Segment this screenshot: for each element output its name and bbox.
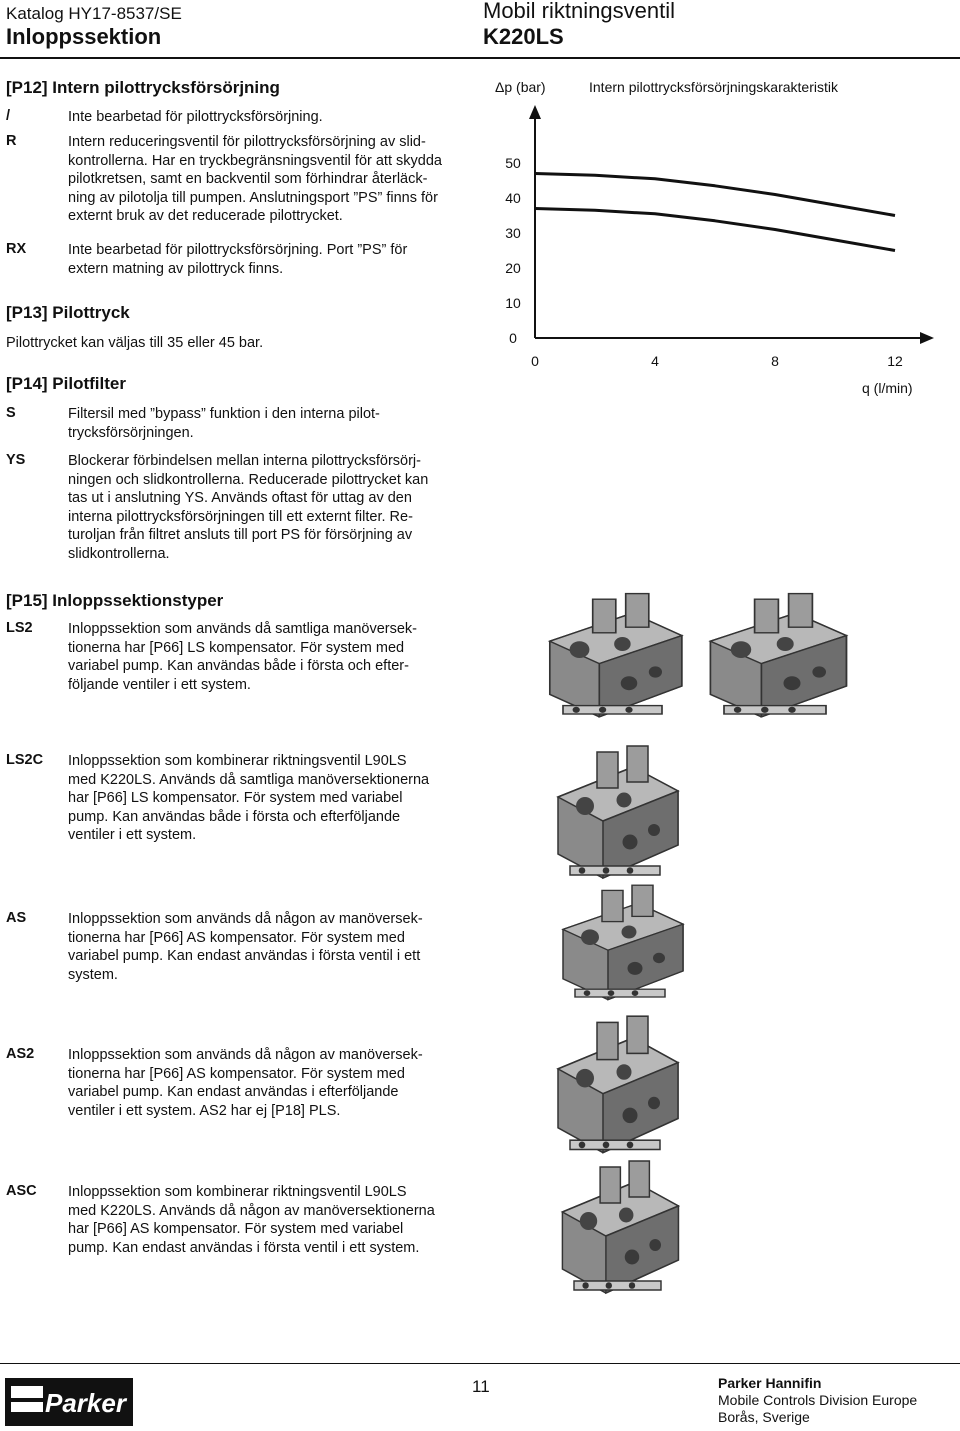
svg-text:Parker: Parker — [45, 1388, 126, 1418]
chart-xlabel: q (l/min) — [862, 380, 913, 396]
row-text-line: interna pilottrycksförsörjningen till ett externt filter. Re- — [68, 508, 413, 525]
row-text-line: Inte bearbetad för pilottrycksförsörjning. Port ”PS” för — [68, 242, 408, 258]
row-code: AS — [6, 910, 27, 926]
valve-image — [545, 1155, 690, 1305]
row-text-line: Blockerar förbindelsen mellan interna pilottrycksförsörj- — [68, 453, 421, 469]
parker-logo — [5, 1378, 133, 1426]
footer-rule — [0, 1363, 960, 1364]
row-text-line: variabel pump. Kan endast användas i första ventil i ett — [68, 948, 421, 964]
row-text-line: har [P66] AS kompensator. För system med variabel — [68, 1221, 404, 1237]
p12-title: [P12] Intern pilottrycksförsörjning — [6, 78, 280, 97]
row-text-line: Inloppssektion som används då någon av manöversek- — [68, 1047, 423, 1063]
row-text-line: kontrollerna. Har en tryckbegränsningsventil för att skydda — [68, 152, 442, 169]
y-tick-label: 0 — [509, 330, 517, 346]
row-code: / — [6, 108, 11, 124]
section-title: Inloppssektion — [6, 24, 162, 49]
row-text-line: externt bruk av det reducerade pilottrycket. — [68, 208, 343, 224]
row-text-line: tas ut i anslutning YS. Används oftast för uttag av den — [68, 490, 412, 506]
row-text-line: ningen och slidkontrollerna. Reducerade pilottrycket kan — [68, 471, 429, 488]
row-text-line: Intern reduceringsventil för pilottrycksförsörjning av slid- — [68, 134, 426, 150]
x-tick-label: 12 — [887, 353, 903, 369]
model-name: K220LS — [483, 24, 564, 49]
row-code: AS2 — [6, 1046, 35, 1062]
row-code: R — [6, 133, 17, 149]
row-text-line: Inloppssektion som kombinerar riktningsventil L90LS — [68, 1184, 407, 1200]
parker-logo-mark — [5, 1378, 133, 1426]
row-text-line: variabel pump. Kan användas både i första och efter- — [68, 658, 409, 674]
row-text-line: ning av pilotolja till pumpen. Anslutningsport ”PS” finns för — [68, 189, 438, 206]
p13-text: Pilottrycket kan väljas till 35 eller 45 bar. — [6, 335, 264, 351]
header-rule — [0, 57, 960, 59]
row-code: LS2C — [6, 752, 44, 768]
row-text-line: turoljan från filtret ansluts till port PS för försörjning av — [68, 527, 413, 543]
row-text-line: ventiler i ett system. — [68, 827, 197, 843]
row-text-line: tionerna har [P66] AS kompensator. För system med — [68, 1065, 405, 1082]
row-text-line: slidkontrollerna. — [68, 545, 170, 562]
series-line-2 — [535, 209, 895, 251]
p14-title: [P14] Pilotfilter — [6, 374, 126, 393]
row-text-line: variabel pump. Kan endast användas i efterföljande — [68, 1084, 399, 1100]
row-text-line: system. — [68, 966, 118, 983]
y-tick-label: 50 — [505, 155, 521, 171]
y-tick-label: 40 — [505, 190, 521, 206]
row-text-line: Inte bearbetad för pilottrycksförsörjning. — [68, 109, 323, 125]
row-text-line: pump. Kan endast användas i första ventil i ett system. — [68, 1239, 420, 1256]
catalog-number: Katalog HY17-8537/SE — [6, 4, 182, 23]
row-text-line: extern matning av pilottryck finns. — [68, 260, 284, 277]
valve-image — [545, 880, 695, 1010]
p15-title: [P15] Inloppssektionstyper — [6, 591, 224, 610]
y-tick-label: 30 — [505, 225, 521, 241]
pilot-pressure-chart — [480, 95, 950, 375]
y-axis-arrow — [529, 105, 541, 119]
p13-title: [P13] Pilottryck — [6, 303, 130, 322]
valve-image — [690, 588, 860, 728]
division-name: Mobile Controls Division Europe — [718, 1392, 918, 1408]
chart-ylabel: Δp (bar) — [495, 79, 546, 95]
row-code: YS — [6, 452, 26, 468]
x-tick-label: 0 — [531, 353, 539, 369]
row-text-line: med K220LS. Används då någon av manöversektionerna — [68, 1202, 435, 1219]
row-text-line: Filtersil med ”bypass” funktion i den interna pilot- — [68, 406, 380, 422]
x-axis-arrow — [920, 332, 934, 344]
x-tick-label: 4 — [651, 353, 659, 369]
chart-title: Intern pilottrycksförsörjningskarakteristik — [589, 79, 838, 95]
row-text-line: har [P66] LS kompensator. För system med variabel — [68, 790, 403, 806]
valve-image — [530, 588, 695, 728]
company-name: Parker Hannifin — [718, 1375, 822, 1391]
valve-image — [540, 1010, 690, 1165]
row-text-line: Inloppssektion som kombinerar riktningsventil L90LS — [68, 753, 407, 769]
row-code: RX — [6, 241, 27, 257]
y-tick-label: 20 — [505, 260, 521, 276]
row-text-line: med K220LS. Används då samtliga manöversektionerna — [68, 771, 430, 788]
row-text-line: ventiler i ett system. AS2 har ej [P18] PLS. — [68, 1102, 341, 1119]
row-text-line: Inloppssektion som används då samtliga manöversek- — [68, 621, 417, 637]
row-text-line: tionerna har [P66] AS kompensator. För system med — [68, 929, 405, 946]
location: Borås, Sverige — [718, 1409, 810, 1425]
row-text-line: pump. Kan användas både i första och efterföljande — [68, 808, 401, 825]
row-text-line: trycksförsörjningen. — [68, 424, 194, 441]
row-text-line: pilotkretsen, samt en backventil som förhindrar återläck- — [68, 171, 428, 187]
row-code: LS2 — [6, 620, 33, 636]
row-code: ASC — [6, 1183, 37, 1199]
y-tick-label: 10 — [505, 295, 521, 311]
x-tick-label: 8 — [771, 353, 779, 369]
row-text-line: följande ventiler i ett system. — [68, 676, 251, 693]
row-code: S — [6, 405, 16, 421]
page-number: 11 — [472, 1377, 490, 1396]
valve-image — [540, 740, 690, 890]
row-text-line: Inloppssektion som används då någon av manöversek- — [68, 911, 423, 927]
product-line: Mobil riktningsventil — [483, 0, 675, 23]
row-text-line: tionerna har [P66] LS kompensator. För system med — [68, 639, 405, 656]
